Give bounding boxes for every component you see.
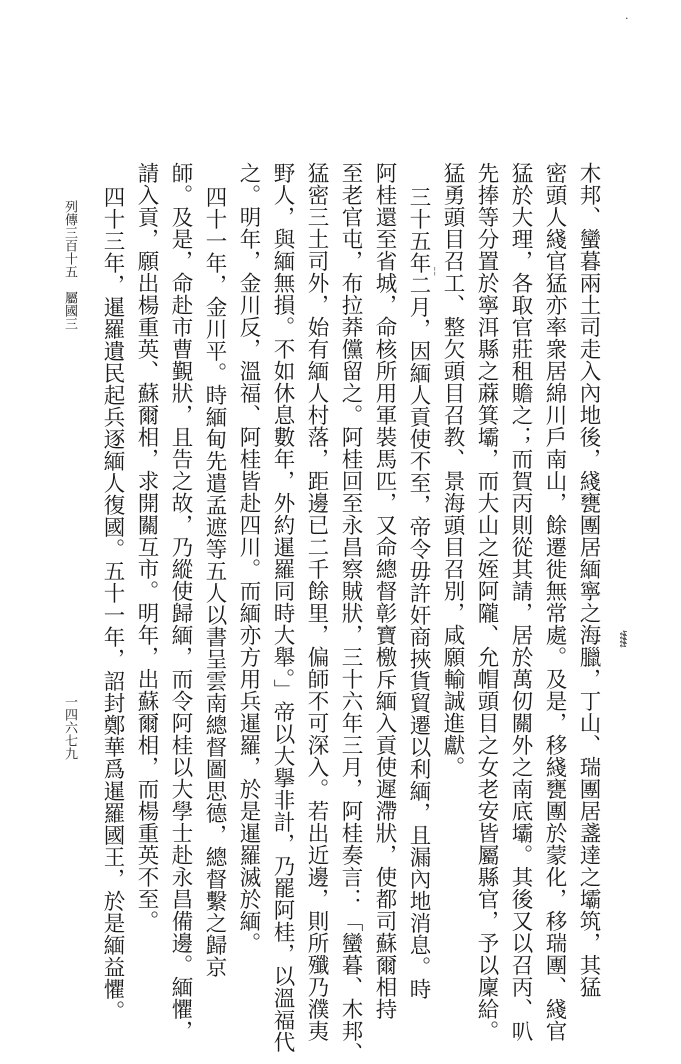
text-column-14: 請入貢，願出楊重英、蘇爾相，求開關互市。明年，出蘇爾相，而楊重英不至。 (134, 162, 159, 932)
text-column-10: 野人，與緬無損。不如休息數年，外約暹羅同時大舉。」帝以大擧非計，乃罷阿桂，以溫福代 (270, 162, 295, 1054)
text-column-7: 阿桂還至省城，命核所用軍裝馬匹，又命總督彰寶檄斥緬入貢使遲滯狀，使都司蘇爾相持 (372, 162, 397, 1020)
page-number: 一四六七九 (62, 695, 77, 760)
text-column-3: 猛於大理，各取官莊租贍之；而賀丙則從其請，居於萬仞關外之南底壩。其後又以召丙、叭 (508, 162, 533, 1042)
text-column-1: 木邦、蠻暮兩土司走入內地後，綫甕團居緬寧之海臘，丁山、瑞團居盞達之壩筑，其猛 (576, 162, 601, 998)
stray-mark: ¦ (433, 266, 437, 277)
text-column-13: 師。及是，命赴市曹覲狀，且告之故，乃縱使歸緬，而令阿桂以大學士赴永昌備邊。緬懼， (168, 162, 193, 1042)
running-head: 列傳三百十五 屬國三 (62, 200, 77, 330)
text-column-2: 密頭人綫官猛亦率衆居綿川戶南山，餘遷徙無常處。及是，移綫甕團於蒙化，移瑞團、綫官 (542, 162, 567, 1042)
text-column-15: 四十三年，暹羅遺民起兵逐緬人復國。五十一年，詔封鄭華爲暹羅國王，於是緬益懼。 (100, 186, 125, 1022)
text-column-11: 之。明年，金川反，溫福、阿桂皆赴四川。而緬亦方用兵暹羅，於是暹羅滅於緬。 (236, 162, 261, 954)
text-column-4: 先捧等分置於寧洱縣之蔴箕壩，而大山之姪阿隴、允帽頭目之女老安皆屬縣官，予以廩給。 (474, 162, 499, 1042)
text-column-6: 三十五年二月，因緬人貢使不至，帝令毋許奸商挾貨貿遷以利緬，且漏內地消息。時 (406, 186, 431, 1000)
text-column-5: 猛勇頭目召工、整欠頭目召教、景海頭目召別，咸願輸誠進獻。 (440, 162, 465, 778)
margin-pencil-marks: ↯↯↯↯ (617, 630, 628, 647)
text-column-12: 四十一年，金川平。時緬甸先遣孟遮等五人以書呈雲南總督圖思德，總督繫之歸京 (202, 186, 227, 978)
text-column-9: 猛密三土司外，始有緬人村落，距邊已二千餘里，偏師不可深入。若出近邊，則所殲乃濮夷 (304, 162, 329, 1042)
text-column-8: 至老官屯，布拉莽儻留之。阿桂回至永昌察賊狀，三十六年三月，阿桂奏言：「蠻暮、木邦、 (338, 162, 363, 1064)
corner-mark: · (625, 12, 629, 25)
